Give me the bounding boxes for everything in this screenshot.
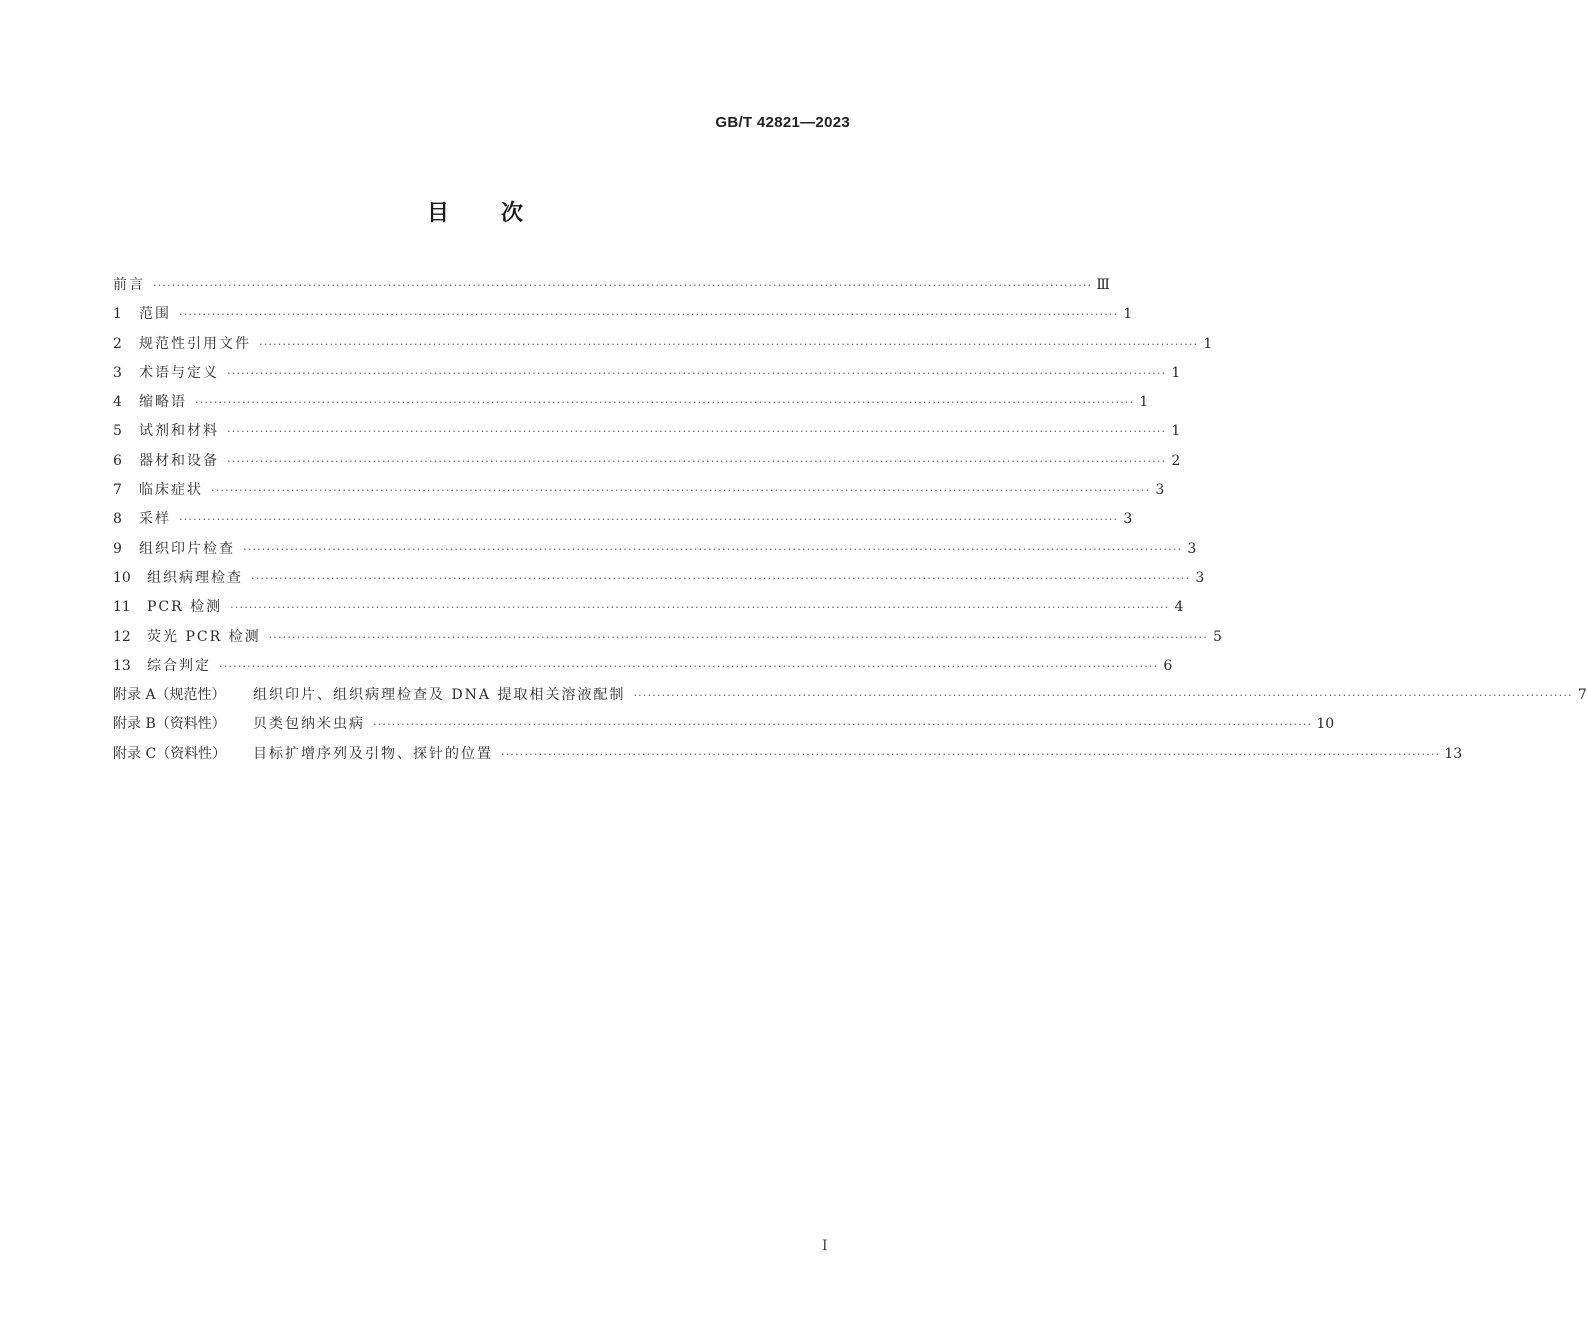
toc-entry-page: 2 — [1171, 452, 1181, 469]
toc-entry-page: 1 — [1123, 306, 1133, 323]
document-code: GB/T 42821—2023 — [715, 114, 850, 131]
toc-entry-annex-a[interactable] — [113, 684, 1587, 713]
toc-entry-number: 5 — [113, 423, 122, 440]
toc-entry-page: 7 — [1577, 687, 1587, 704]
toc-entry-page: 1 — [1203, 335, 1213, 352]
toc-entry-number: 6 — [113, 452, 122, 469]
toc-annex-number: 附录 C（资料性） — [113, 745, 227, 762]
toc-leader-dots: ········································································································································································································ — [259, 337, 1199, 351]
toc-entry-page: 3 — [1187, 540, 1197, 557]
toc-leader-dots: ········································································································································································································ — [211, 484, 1151, 498]
toc-entry-page: 1 — [1171, 364, 1181, 381]
toc-leader-dots: ········································································································································································································ — [195, 396, 1135, 410]
toc-annex-number: 附录 B（资料性） — [113, 716, 226, 733]
table-of-contents — [113, 274, 1587, 772]
toc-entry-page: 5 — [1212, 628, 1222, 645]
toc-entry-label: PCR 检测 — [147, 599, 223, 616]
toc-entry-5[interactable] — [113, 420, 1181, 449]
toc-entry-number: 4 — [113, 394, 122, 411]
toc-entry-page: 3 — [1123, 511, 1133, 528]
toc-entry-page: 1 — [1171, 423, 1181, 440]
toc-leader-dots: ········································································································································································································ — [501, 747, 1441, 761]
toc-entry-number: 10 — [113, 569, 131, 586]
toc-entry-4[interactable] — [113, 391, 1149, 420]
toc-entry-page: 3 — [1195, 569, 1205, 586]
toc-entry-13[interactable] — [113, 655, 1173, 684]
toc-entry-label: 采样 — [139, 511, 171, 528]
toc-leader-dots: ········································································································································································································ — [373, 718, 1313, 732]
toc-entry-3[interactable] — [113, 362, 1181, 391]
toc-entry-12[interactable] — [113, 626, 1222, 655]
toc-entry-label: 组织印片检查 — [139, 540, 235, 557]
toc-leader-dots: ········································································································································································································ — [230, 601, 1170, 615]
page-number: I — [822, 1238, 828, 1254]
toc-entry-label: 贝类包纳米虫病 — [253, 716, 365, 733]
toc-entry-label: 器材和设备 — [139, 452, 219, 469]
toc-entry-label: 试剂和材料 — [139, 423, 219, 440]
toc-entry-number: 2 — [113, 335, 122, 352]
toc-entry-number: 1 — [113, 306, 122, 323]
toc-annex-number: 附录 A（规范性） — [113, 687, 226, 704]
toc-entry-page: Ⅲ — [1096, 277, 1110, 293]
toc-entry-label: 综合判定 — [147, 657, 211, 674]
toc-entry-number: 11 — [113, 599, 131, 616]
toc-entry-number: 9 — [113, 540, 122, 557]
toc-entry-page: 6 — [1163, 657, 1173, 674]
toc-entry-label: 前言 — [113, 277, 145, 293]
toc-entry-2[interactable] — [113, 333, 1213, 362]
toc-entry-number: 8 — [113, 511, 122, 528]
toc-leader-dots: ········································································································································································································ — [227, 425, 1167, 439]
toc-entry-label: 目标扩增序列及引物、探针的位置 — [253, 745, 493, 762]
toc-entry-9[interactable] — [113, 538, 1197, 567]
toc-leader-dots: ········································································································································································································ — [251, 571, 1191, 585]
toc-entry-number: 7 — [113, 482, 122, 499]
toc-entry-page: 3 — [1155, 482, 1165, 499]
toc-leader-dots: ········································································································································································································ — [179, 513, 1119, 527]
toc-entry-annex-c[interactable] — [113, 743, 1463, 772]
toc-entry-page: 10 — [1316, 716, 1335, 733]
toc-entry-label: 缩略语 — [139, 394, 187, 411]
toc-entry-number: 12 — [113, 628, 131, 645]
toc-entry-label: 组织印片、组织病理检查及 DNA 提取相关溶液配制 — [253, 687, 626, 704]
toc-entry-page: 13 — [1444, 745, 1463, 762]
toc-entry-1[interactable] — [113, 303, 1133, 332]
toc-entry-label: 范围 — [139, 306, 171, 323]
toc-leader-dots: ········································································································································································································ — [153, 279, 1093, 292]
toc-leader-dots: ········································································································································································································ — [179, 308, 1119, 322]
toc-leader-dots: ········································································································································································································ — [219, 659, 1159, 673]
toc-entry-10[interactable] — [113, 567, 1205, 596]
toc-leader-dots: ········································································································································································································ — [227, 366, 1167, 380]
toc-entry-number: 3 — [113, 364, 122, 381]
toc-entry-foreword[interactable] — [113, 274, 1110, 303]
toc-entry-number: 13 — [113, 657, 131, 674]
toc-entry-label: 临床症状 — [139, 482, 203, 499]
page-title: 目次 — [426, 201, 575, 226]
toc-leader-dots: ········································································································································································································ — [243, 542, 1183, 556]
toc-entry-annex-b[interactable] — [113, 713, 1335, 742]
toc-leader-dots: ········································································································································································································ — [633, 689, 1573, 703]
toc-entry-label: 术语与定义 — [139, 364, 219, 381]
toc-entry-8[interactable] — [113, 508, 1133, 537]
toc-entry-page: 1 — [1139, 394, 1149, 411]
toc-entry-label: 规范性引用文件 — [139, 335, 251, 352]
toc-entry-6[interactable] — [113, 450, 1181, 479]
toc-leader-dots: ········································································································································································································ — [227, 454, 1167, 468]
toc-entry-page: 4 — [1174, 599, 1184, 616]
toc-leader-dots: ········································································································································································································ — [268, 630, 1208, 644]
toc-entry-7[interactable] — [113, 479, 1165, 508]
toc-entry-11[interactable] — [113, 596, 1184, 625]
toc-entry-label: 荧光 PCR 检测 — [147, 628, 261, 645]
toc-entry-label: 组织病理检查 — [147, 569, 243, 586]
